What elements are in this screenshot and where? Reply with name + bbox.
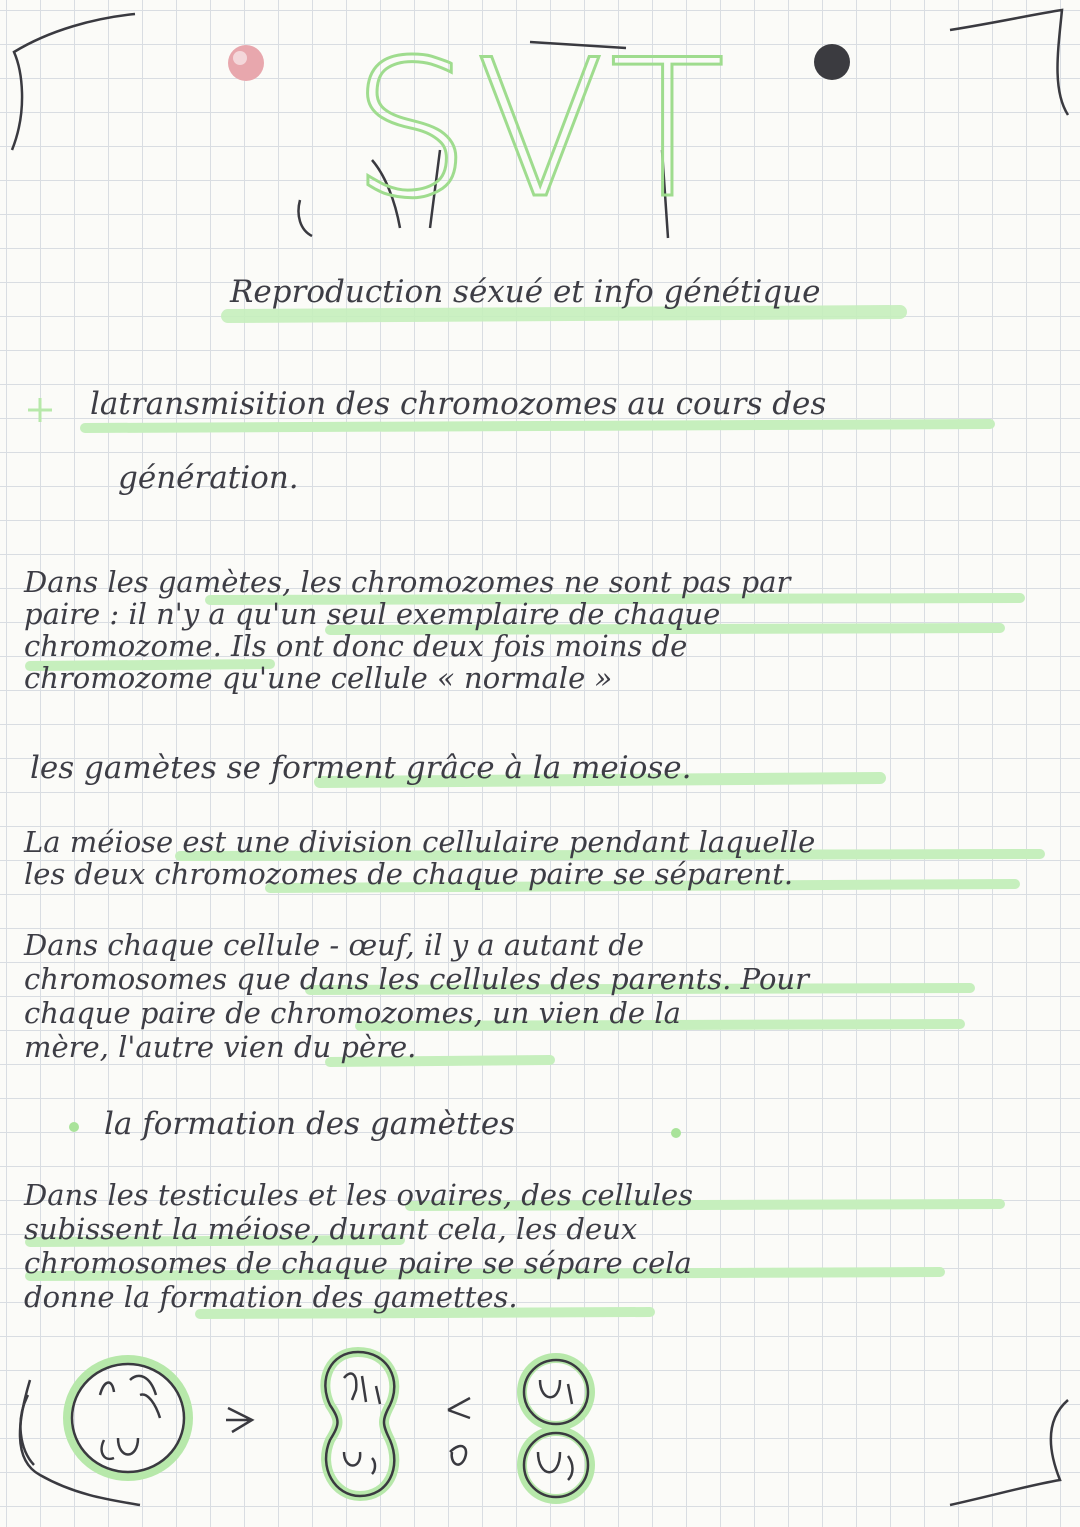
star-bullet-icon: [28, 398, 52, 422]
section-heading-transmission: latransmisition des chromozomes au cours des: [90, 386, 827, 422]
paragraph-line: chromozome qu'une cellule « normale »: [24, 661, 613, 695]
paragraph-line: La méiose est une division cellulaire pendant laquelle: [24, 825, 816, 859]
paragraph-line: Dans les gamètes, les chromozomes ne sont pas par: [24, 565, 791, 599]
page-title: SVT: [350, 19, 730, 240]
corner-doodle-bottom-right: [950, 1400, 1068, 1505]
diagram-stage2-cell: [325, 1352, 394, 1496]
paragraph-line: Dans les testicules et les ovaires, des cellules: [24, 1178, 694, 1212]
paragraph-line: chromosomes de chaque paire se sépare cela: [24, 1246, 692, 1280]
paragraph-cellule-oeuf: [24, 928, 1064, 1064]
paragraph-formation-gamettes: [24, 1178, 1064, 1314]
section-heading-gamettes: la formation des gamèttes: [104, 1106, 516, 1142]
paragraph-line: Dans chaque cellule - œuf, il y a autant de: [24, 928, 645, 962]
arrow-icon: [448, 1398, 470, 1418]
arrow-icon: [450, 1446, 466, 1465]
paragraph-line: les deux chromozomes de chaque paire se séparent.: [24, 857, 794, 891]
diagram-stage3-gametes: [522, 1358, 590, 1499]
paragraph-meiose-definition: [24, 826, 1064, 890]
paragraph-line: subissent la méiose, durant cela, les deux: [24, 1212, 638, 1246]
paragraph-line: chromozome. Ils ont donc deux fois moins de: [24, 629, 688, 663]
page-subtitle: Reproduction séxué et info génétique: [230, 274, 821, 310]
paragraph-line: paire : il n'y a qu'un seul exemplaire de chaque: [24, 597, 721, 631]
paragraph-line: mère, l'autre vien du père.: [24, 1030, 417, 1064]
paragraph-line: donne la formation des gamettes.: [24, 1280, 518, 1314]
meiosis-diagram: [20, 1352, 590, 1499]
section-heading-transmission-cont: génération.: [118, 460, 299, 496]
corner-doodle-bottom-left: [20, 1380, 140, 1505]
arrow-icon: [226, 1408, 252, 1432]
paragraph-line: chromosomes que dans les cellules des parents. Pour: [24, 962, 809, 996]
paragraph-gametes: [24, 566, 1064, 694]
diagram-stage1-cell: [20, 1360, 188, 1476]
bullet-dot-icon: [671, 1128, 681, 1138]
paragraph-meiose-formation: les gamètes se forment grâce à la meiose.: [30, 750, 692, 786]
bullet-dot-icon: [69, 1122, 79, 1132]
paragraph-line: chaque paire de chromozomes, un vien de la: [24, 996, 681, 1030]
